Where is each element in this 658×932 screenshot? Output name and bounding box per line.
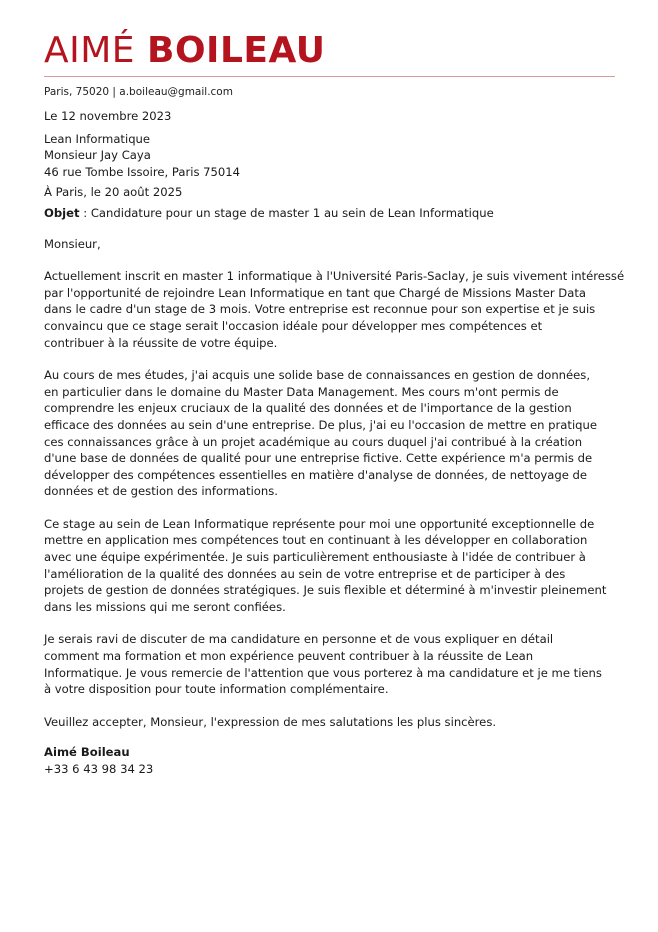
paragraph-line: avec une équipe expérimentée. Je suis particulièrement enthousiaste à l'idée de contribuer à	[44, 550, 586, 565]
paragraph-line: projets de gestion de données stratégiques. Je suis flexible et déterminé à m'investir pleinement	[44, 583, 607, 598]
salutation: Monsieur,	[44, 236, 101, 251]
paragraph-line: Je serais ravi de discuter de ma candidature en personne et de vous expliquer en détail	[44, 632, 554, 647]
applicant-name	[44, 30, 325, 72]
paragraph-line: dans le cadre d'un stage de 3 mois. Votre entreprise est reconnue pour son expertise et je suis	[44, 302, 596, 317]
subject-text: : Candidature pour un stage de master 1 au sein de Lean Informatique	[79, 205, 494, 220]
paragraph-line: comprendre les enjeux cruciaux de la qualité des données et de l'importance de la gestion	[44, 401, 572, 416]
recipient-company: Lean Informatique	[44, 131, 151, 146]
paragraph-line: Informatique. Je vous remercie de l'attention que vous porterez à ma candidature et je me tiens	[44, 665, 602, 680]
header-divider	[44, 76, 615, 77]
paragraph-line: mettre en application mes compétences tout en continuant à les développer en collaboration	[44, 533, 588, 548]
place-date: À Paris, le 20 août 2025	[44, 185, 183, 200]
paragraph-line: à votre disposition pour toute information complémentaire.	[44, 682, 389, 697]
paragraph-line: développer des compétences essentielles en matière d'analyse de données, de nettoyage de	[44, 467, 588, 482]
recipient-address: 46 rue Tombe Issoire, Paris 75014	[44, 164, 241, 179]
paragraph-line: d'une base de données de qualité pour une entreprise fictive. Cette expérience m'a permis de	[44, 451, 593, 466]
paragraph-1	[44, 268, 625, 351]
paragraph-line: efficace des données au sein d'une entreprise. De plus, j'ai eu l'occasion de mettre en pratique	[44, 417, 598, 432]
subject-line	[44, 205, 616, 222]
applicant-last-name: BOILEAU	[147, 30, 326, 71]
paragraph-line: comment ma formation et mon expérience peuvent contribuer à la réussite de Lean	[44, 649, 534, 664]
signature-phone: +33 6 43 98 34 23	[44, 762, 154, 776]
signature-name: Aimé Boileau	[44, 745, 130, 760]
applicant-first-name: AIMÉ	[44, 30, 136, 71]
paragraph-line: contribuer à la réussite de votre équipe.	[44, 335, 278, 350]
paragraph-line: l'amélioration de la qualité des données au sein de votre entreprise et de participer à des	[44, 566, 566, 581]
letter-date: Le 12 novembre 2023	[44, 109, 172, 123]
contact-info: Paris, 75020 | a.boileau@gmail.com	[44, 86, 233, 98]
paragraph-2	[44, 367, 616, 500]
paragraph-line: en particulier dans le domaine du Master Data Management. Mes cours m'ont permis de	[44, 384, 559, 399]
paragraph-line: dans les missions qui me seront confiées.	[44, 599, 286, 614]
paragraph-line: Au cours de mes études, j'ai acquis une solide base de connaissances en gestion de données,	[44, 368, 591, 383]
closing-line: Veuillez accepter, Monsieur, l'expression de mes salutations les plus sincères.	[44, 714, 497, 729]
paragraph-4	[44, 631, 616, 697]
paragraph-line: données et de gestion des informations.	[44, 484, 278, 499]
subject-label: Objet	[44, 205, 80, 220]
paragraph-line: Actuellement inscrit en master 1 informatique à l'Université Paris-Saclay, je suis vivement intéressé	[44, 269, 625, 284]
letter-body	[44, 108, 625, 778]
paragraph-line: Ce stage au sein de Lean Informatique représente pour moi une opportunité exceptionnelle de	[44, 516, 595, 531]
paragraph-line: convaincu que ce stage serait l'occasion idéale pour développer mes compétences et	[44, 318, 543, 333]
paragraph-3	[44, 516, 616, 616]
paragraph-line: ces connaissances grâce à un projet académique au cours duquel j'ai contribué à la création	[44, 434, 583, 449]
recipient-person: Monsieur Jay Caya	[44, 148, 151, 163]
paragraph-line: par l'opportunité de rejoindre Lean Informatique en tant que Chargé de Missions Master Data	[44, 285, 586, 300]
